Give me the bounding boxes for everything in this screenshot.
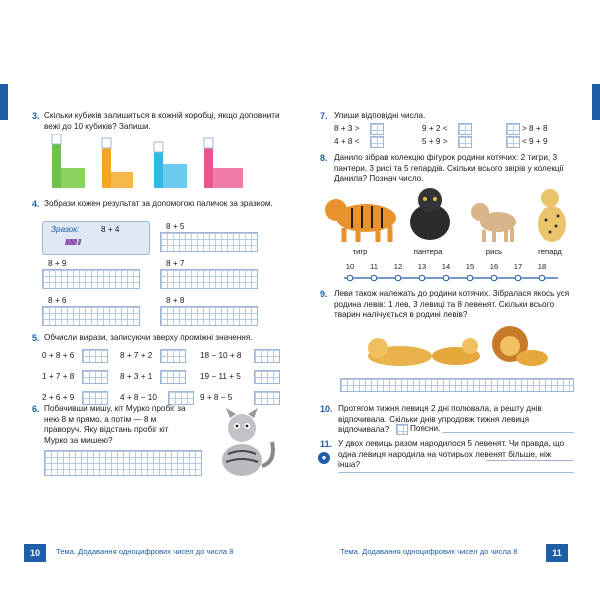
- expression: 19 − 11 + 5: [200, 372, 241, 381]
- number-label: 14: [441, 262, 451, 271]
- task-8-text: Данило зібрав колекцію фігурок родини котячих: 2 тигри, 3 пантери, 3 рисі та 5 гепардів. Скільки всього звірів у колекції Данила? Познач число.: [334, 153, 564, 183]
- task-6-text: Побачивши мишу, кіт Мурко пробіг за нею 8 м прямо, а потім — 8 м праворуч. Яку відстань пробіг кіт Мурко за мишею?: [44, 404, 186, 445]
- answer-grid[interactable]: [160, 232, 258, 252]
- sample-sticks: ///////// //: [65, 238, 81, 247]
- task-10-text: Протягом тижня левиця 2 дні полювала, а решту днів відпочивала. Скільки днів упродовж тижня левиця відпочивала?: [338, 404, 542, 434]
- answer-grid[interactable]: [160, 269, 258, 289]
- number-label: 11: [370, 262, 378, 271]
- answer-box[interactable]: [160, 370, 186, 384]
- task-7-number: 7.: [320, 111, 328, 121]
- expression: < 9 + 9: [522, 137, 548, 146]
- task-4-number: 4.: [32, 199, 40, 209]
- task-5-text: Обчисли вирази, записуючи зверху проміжні значення.: [44, 333, 253, 342]
- task-7-text: Упиши відповідні числа.: [334, 111, 426, 120]
- page-number: 11: [546, 544, 568, 562]
- number-label: 17: [513, 262, 523, 271]
- answer-box[interactable]: [254, 349, 280, 363]
- answer-grid[interactable]: [44, 450, 202, 476]
- task-9-number: 9.: [320, 289, 328, 299]
- task-4-text: Зобрази кожен результат за допомогою паличок за зразком.: [44, 199, 273, 208]
- expression: 4 + 8 − 10: [120, 393, 157, 402]
- expr-8-plus-5: 8 + 5: [166, 222, 185, 231]
- expression: 9 + 8 − 5: [200, 393, 233, 402]
- answer-line[interactable]: [338, 472, 574, 473]
- task-10-number: 10.: [320, 404, 333, 414]
- expression: 8 + 3 >: [334, 124, 360, 133]
- page-edge-tab: [592, 84, 600, 120]
- answer-box[interactable]: [370, 123, 384, 135]
- answer-box[interactable]: [82, 349, 108, 363]
- animal-label-cheetah: гепард: [538, 247, 562, 256]
- right-page: [300, 0, 600, 600]
- footer-topic: Тема. Додавання одноцифрових чисел до числа 8: [56, 547, 234, 556]
- expr-8-plus-6: 8 + 6: [48, 296, 67, 305]
- task-9-text: Леви також належать до родини котячих. Зібралася якось уся родина левів: 1 лев, 3 левиці та 8 левенят. Скільки всього тварин налічується в родині левів?: [334, 289, 570, 319]
- panther-illustration: [400, 186, 458, 244]
- expression: 18 − 10 + 8: [200, 351, 242, 360]
- tower-pink: [204, 138, 243, 188]
- answer-box[interactable]: [458, 136, 472, 148]
- answer-box[interactable]: [168, 391, 194, 405]
- expression: > 8 + 8: [522, 124, 548, 133]
- animal-label-panther: пантера: [413, 247, 443, 256]
- expression: 1 + 7 + 8: [42, 372, 75, 381]
- explain-label: Поясни.: [410, 424, 441, 433]
- expr-8-plus-9: 8 + 9: [48, 259, 67, 268]
- expr-8-plus-8: 8 + 8: [166, 296, 185, 305]
- number-label: 13: [417, 262, 427, 271]
- cube-towers-illustration: [44, 134, 259, 192]
- answer-grid[interactable]: [160, 306, 258, 326]
- expression: 0 + 8 + 6: [42, 351, 75, 360]
- number-label: 18: [537, 262, 547, 271]
- lion-family-illustration: [360, 322, 550, 370]
- cheetah-illustration: [528, 186, 572, 244]
- answer-box[interactable]: [506, 136, 520, 148]
- answer-line[interactable]: [486, 460, 574, 461]
- task-8-number: 8.: [320, 153, 328, 163]
- expression: 9 + 2 <: [422, 124, 448, 133]
- page-number: 10: [24, 544, 46, 562]
- answer-box[interactable]: [82, 370, 108, 384]
- tiger-illustration: [324, 190, 406, 244]
- number-label: 10: [345, 262, 355, 271]
- task-3-text: Скільки кубиків залишиться в кожній коробці, якщо доповнити вежі до 10 кубиків? Запиши.: [44, 111, 280, 131]
- lynx-illustration: [468, 196, 522, 244]
- tower-green: [52, 134, 85, 188]
- lightbulb-icon: ●: [318, 452, 330, 464]
- answer-box[interactable]: [82, 391, 108, 405]
- tower-orange: [102, 138, 133, 188]
- answer-box[interactable]: [506, 123, 520, 135]
- task-5-number: 5.: [32, 333, 40, 343]
- sample-label: Зразок:: [51, 225, 80, 234]
- page-edge-tab: [0, 84, 8, 120]
- answer-box[interactable]: [396, 424, 408, 435]
- number-label: 15: [465, 262, 475, 271]
- answer-line[interactable]: [442, 432, 574, 433]
- task-11-number: 11.: [320, 439, 333, 449]
- sample-expression: 8 + 4: [101, 225, 120, 234]
- task-3-number: 3.: [32, 111, 40, 121]
- number-label: 12: [393, 262, 403, 271]
- answer-box[interactable]: [254, 370, 280, 384]
- sample-box: [42, 221, 150, 255]
- expression: 5 + 9 >: [422, 137, 448, 146]
- task-11-text: У двох левиць разом народилося 5 левенят. Чи правда, що одна левиця народила на чотирьох левенят більше, ніж інша?: [338, 439, 565, 469]
- expression: 2 + 6 + 9: [42, 393, 75, 402]
- cat-illustration: [208, 408, 278, 480]
- answer-box[interactable]: [370, 136, 384, 148]
- answer-box[interactable]: [160, 349, 186, 363]
- number-line: [340, 262, 570, 286]
- tower-blue: [154, 142, 187, 188]
- animal-label-lynx: рись: [485, 247, 503, 256]
- answer-grid[interactable]: [340, 378, 574, 392]
- answer-grid[interactable]: [42, 269, 140, 289]
- answer-box[interactable]: [254, 391, 280, 405]
- answer-grid[interactable]: [42, 306, 140, 326]
- number-label: 16: [489, 262, 499, 271]
- answer-box[interactable]: [458, 123, 472, 135]
- expression: 8 + 3 + 1: [120, 372, 153, 381]
- expr-8-plus-7: 8 + 7: [166, 259, 185, 268]
- footer-topic: Тема. Додавання одноцифрових чисел до числа 8: [340, 547, 518, 556]
- expression: 8 + 7 + 2: [120, 351, 153, 360]
- expression: 4 + 8 <: [334, 137, 360, 146]
- task-6-number: 6.: [32, 404, 40, 414]
- animal-label-tiger: тигр: [352, 247, 368, 256]
